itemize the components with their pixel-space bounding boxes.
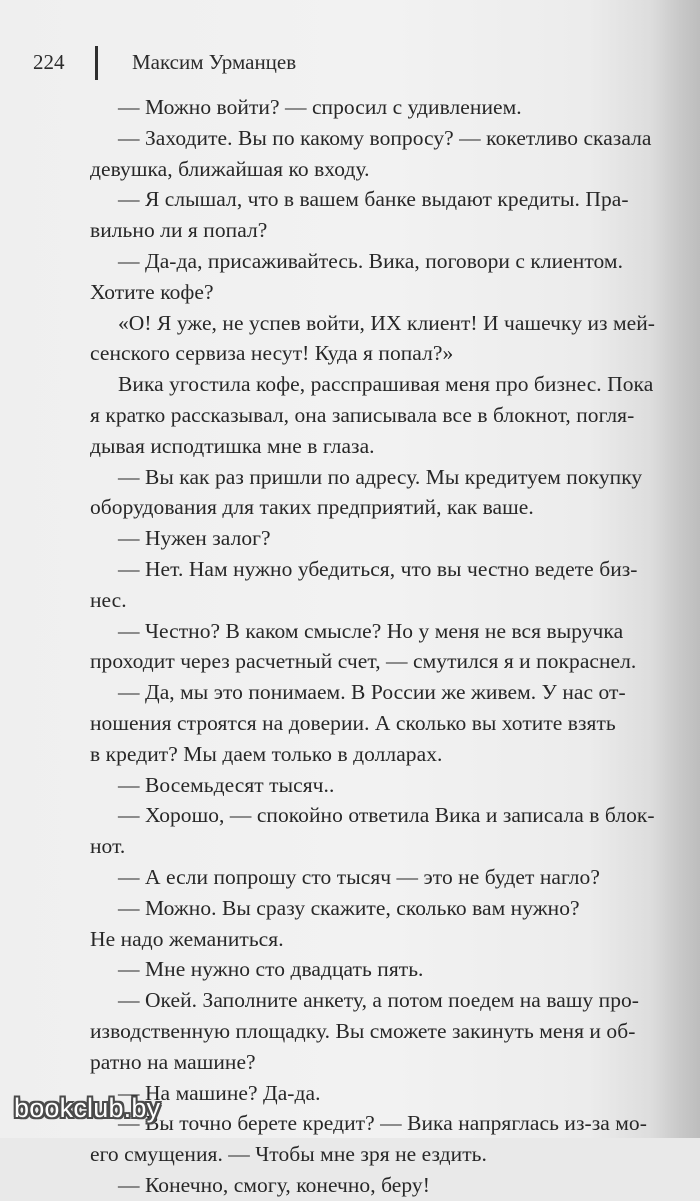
text-line: — Можно войти? — спросил с удивлением. <box>118 95 522 119</box>
body-text <box>90 92 668 1201</box>
text-line: — Конечно, смогу, конечно, беру! <box>118 1172 430 1197</box>
text-line: Хотите кофе? <box>90 279 214 304</box>
text-line: — Я слышал, что в вашем банке выдают кредиты. Пра- <box>118 187 629 212</box>
text-line: — Окей. Заполните анкету, а потом поедем на вашу про- <box>118 988 640 1013</box>
text-line: — Можно. Вы сразу скажите, сколько вам нужно? <box>118 895 580 920</box>
author-name: Максим Урманцев <box>132 50 297 74</box>
text-line: проходит через расчетный счет, — смутился я и покраснел. <box>90 649 637 674</box>
text-line: изводственную площадку. Вы сможете закинуть меня и об- <box>90 1018 636 1043</box>
text-line: дывая исподтишка мне в глаза. <box>90 433 375 458</box>
text-line: я кратко рассказывал, она записывала все в блокнот, погля- <box>90 402 635 427</box>
site-watermark: bookclub.by <box>14 1093 161 1123</box>
text-line: в кредит? Мы даем только в долларах. <box>90 741 443 766</box>
text-line: Вика угостила кофе, расспрашивая меня про бизнес. Пока <box>118 372 654 397</box>
text-line: — Хорошо, — спокойно ответила Вика и записала в блок- <box>118 803 655 828</box>
text-line: — Вы как раз пришли по адресу. Мы кредитуем покупку <box>118 464 643 489</box>
text-line: его смущения. — Чтобы мне зря не ездить. <box>90 1142 487 1167</box>
text-line: нес. <box>90 587 127 612</box>
text-line: вильно ли я попал? <box>90 218 268 243</box>
text-line: сенского сервиза несут! Куда я попал?» <box>90 341 454 366</box>
text-line: — Да, мы это понимаем. В России же живем. У нас от- <box>118 680 626 705</box>
text-line: — Честно? В каком смысле? Но у меня не вся выручка <box>118 618 624 643</box>
page-number: 224 <box>33 50 65 74</box>
text-line: нот. <box>90 834 126 859</box>
header-divider <box>95 46 98 80</box>
text-line: — Заходите. Вы по какому вопросу? — кокетливо сказала <box>118 125 652 150</box>
text-line: — Мне нужно сто двадцать пять. <box>118 957 424 982</box>
text-line: девушка, ближайшая ко входу. <box>90 156 370 181</box>
text-line: — Нет. Нам нужно убедиться, что вы честно ведете биз- <box>118 556 638 581</box>
text-line: — Да-да, присаживайтесь. Вика, поговори с клиентом. <box>118 248 623 273</box>
text-line: — Нужен залог? <box>118 526 271 551</box>
text-line: — Вы точно берете кредит? — Вика напряглась из-за мо- <box>118 1111 647 1136</box>
text-line: ратно на машине? <box>90 1049 256 1074</box>
text-line: «О! Я уже, не успев войти, ИХ клиент! И чашечку из мей- <box>118 310 655 335</box>
text-line: оборудования для таких предприятий, как ваше. <box>90 495 534 520</box>
text-line: Не надо жеманиться. <box>90 926 284 951</box>
text-line: — А если попрошу сто тысяч — это не будет нагло? <box>118 864 600 889</box>
running-header <box>33 48 653 88</box>
text-line: — На машине? Да-да. <box>118 1080 321 1105</box>
text-line: ношения строятся на доверии. А сколько вы хотите взять <box>90 710 616 735</box>
text-line: — Восемьдесят тысяч.. <box>118 772 335 797</box>
